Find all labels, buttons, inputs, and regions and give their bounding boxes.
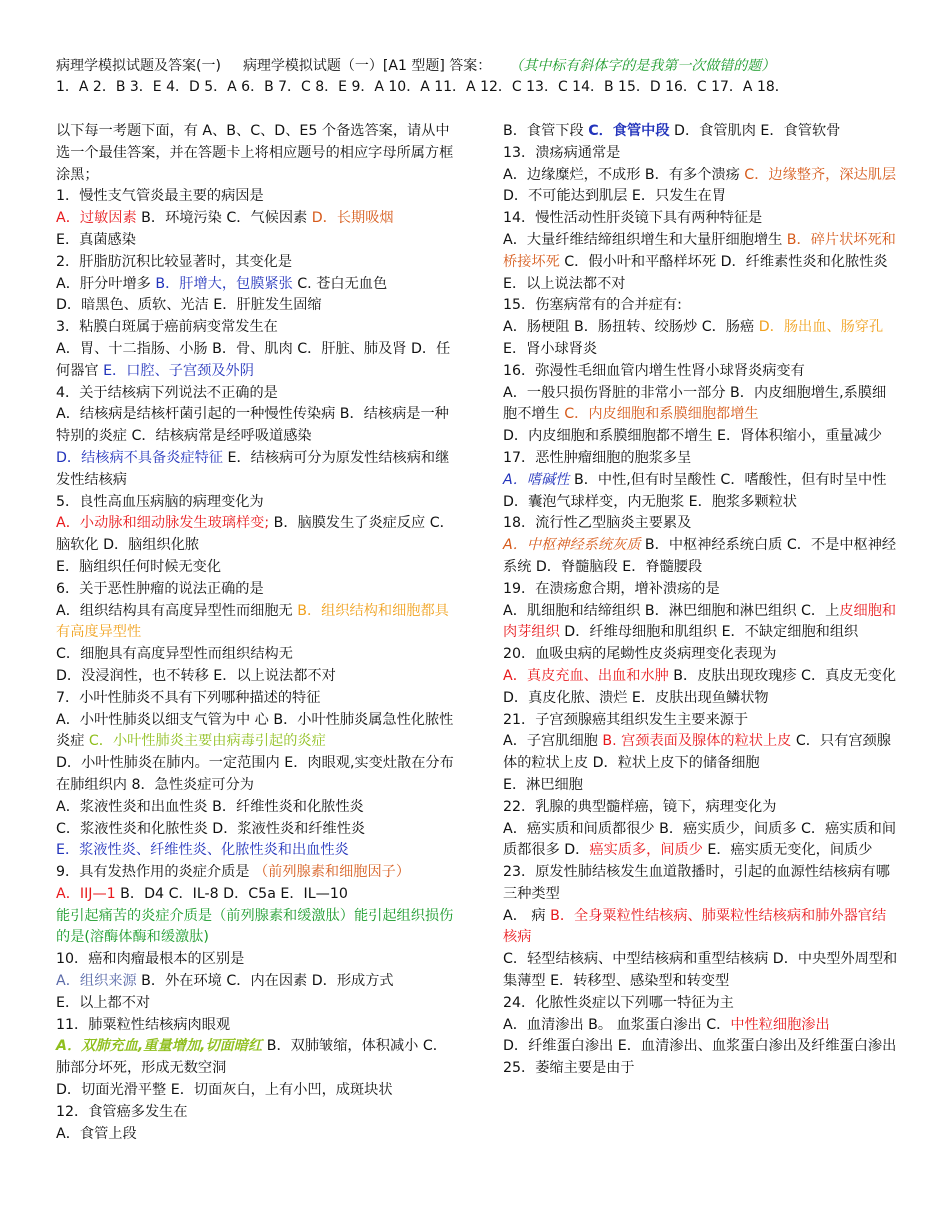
question-15: 15．伤塞病常有的合并症有: xyxy=(503,297,682,314)
question-10: 10．癌和肉瘤最根本的区别是 xyxy=(56,951,245,968)
header-note: （其中标有斜体字的是我第一次做错的题） xyxy=(509,58,776,74)
answer-highlight: A．双肺充血,重量增加,切面暗红 xyxy=(56,1038,263,1055)
answer-highlight: D．结核病不具备炎症特征 xyxy=(56,449,223,466)
option-text: A．肝分叶增多 xyxy=(56,275,156,292)
option-text: E．癌实质无变化，间质少 xyxy=(702,842,873,859)
option-text: C．浆液性炎和化脓性炎 D．浆液性炎和纤维性炎 xyxy=(56,820,366,837)
option-text: D．纤维蛋白渗出 E．血清渗出、血浆蛋白渗出及纤维蛋白渗出 xyxy=(503,1038,897,1055)
question-14-options xyxy=(503,230,899,295)
answer-highlight: B．肝增大，包膜紧张 xyxy=(155,275,293,292)
option-text: A．一般只损伤肾脏的非常小一部分 B．内皮细胞增生,系膜细胞不增生 xyxy=(503,384,887,423)
question-10-options xyxy=(56,971,454,993)
answers-title: 病理学模拟试题（一）[A1 型题] 答案： xyxy=(242,58,492,74)
option-text: D．内皮细胞和系膜细胞都不增生 E．肾体积缩小，重量减少 xyxy=(503,428,883,445)
question-21-options xyxy=(503,731,899,775)
question-11: 11．肺粟粒性结核病肉眼观 xyxy=(56,1016,231,1033)
question-14: 14．慢性活动性肝炎镜下具有两种特征是 xyxy=(503,210,763,227)
option-text: B．环境污染 C．气候因素 xyxy=(136,210,312,227)
answer-highlight: D．长期吸烟 xyxy=(311,210,394,227)
question-23-options xyxy=(503,906,899,950)
question-3-options xyxy=(56,339,454,383)
option-text: A．大量纤维结缔组织增生和大量肝细胞增生 xyxy=(503,231,787,248)
answer-note: （前列腺素和细胞因子） xyxy=(253,864,411,881)
answer-highlight: E．浆液性炎、纤维性炎、化脓性炎和出血性炎 xyxy=(56,842,349,859)
question-19: 19．在溃疡愈合期，增补溃疡的是 xyxy=(503,580,720,597)
question-5-options xyxy=(56,513,454,557)
question-7: 7．小叶性肺炎不具有下列哪种描述的特征 xyxy=(56,689,321,706)
question-11-options xyxy=(56,1036,454,1080)
question-25: 25．萎缩主要是由于 xyxy=(503,1060,635,1077)
option-text: C．假小叶和平酪样坏死 D．纤维素性炎和化脓性炎 E．以上说法都不对 xyxy=(503,253,888,292)
question-21: 21．子宫颈腺癌其组织发生主要来源于 xyxy=(503,711,749,728)
answer-highlight: D．肠出血、肠穿孔 xyxy=(758,319,884,336)
question-18-options xyxy=(503,535,899,579)
option-text: D．没浸润性，也不转移 E．以上说法都不对 xyxy=(56,667,336,684)
option-text: C．轻型结核病、中型结核病和重型结核病 D．中央型外周型和集薄型 E．转移型、感染型和转变型 xyxy=(503,951,898,990)
question-7-options xyxy=(56,710,454,754)
left-column xyxy=(56,121,454,1145)
option-text: E．以上都不对 xyxy=(56,994,151,1011)
option-text: B．皮肤出现玫瑰疹 C．真皮无变化 D．真皮化脓、溃烂 E．皮肤出现鱼鳞状物 xyxy=(503,667,897,706)
option-text: B．外在环境 C．内在因素 D．形成方式 xyxy=(136,973,394,990)
option-text: A．子宫肌细胞 xyxy=(503,733,603,750)
answer-highlight: C．边缘整齐，深达肌层 xyxy=(744,166,897,183)
question-5: 5．良性高血压病脑的病理变化为 xyxy=(56,493,264,510)
question-16: 16．弥漫性毛细血管内增生性肾小球肾炎病变有 xyxy=(503,362,805,379)
option-text: B．中性,但有时呈酸性 C．嗜酸性，但有时呈中性 D．囊泡气球样变，内无胞浆 E．胞浆多颗粒状 xyxy=(503,471,887,510)
question-24: 24．化脓性炎症以下列哪一特征为主 xyxy=(503,994,734,1011)
question-15-options xyxy=(503,317,899,361)
option-text: A．结核病是结核杆菌引起的一种慢性传染病 B．结核病是一种特别的炎症 C．结核病常是经呼吸道感染 xyxy=(56,406,449,445)
answer-highlight: C．小叶性肺炎主要由病毒引起的炎症 xyxy=(88,733,326,750)
question-13: 13．溃疡病通常是 xyxy=(503,144,621,161)
question-22-options xyxy=(503,819,899,863)
question-6: 6．关于恶性肿瘤的说法正确的是 xyxy=(56,580,264,597)
option-text: A．胃、十二指肠、小肠 B．骨、肌肉 C．肝脏、肺及肾 D．任何器官 xyxy=(56,340,451,379)
answer-highlight: B. 宫颈表面及腺体的粒状上皮 xyxy=(602,733,792,750)
question-17-options xyxy=(503,470,899,514)
question-19-options xyxy=(503,601,899,645)
answer-highlight: A．组织来源 xyxy=(56,973,137,990)
document-header xyxy=(56,56,916,98)
option-text: E．肾小球肾炎 xyxy=(503,340,598,357)
answer-highlight: 癌实质多，间质少 xyxy=(589,842,703,859)
option-text: E．结核病可分为原发性结核病和继发性结核病 xyxy=(56,449,450,488)
option-text: A．肠梗阻 B．肠扭转、绞肠炒 C．肠癌 xyxy=(503,319,759,336)
option-text: B．D4 C．IL-8 D．C5a E．IL—10 xyxy=(115,885,348,902)
answer-highlight: 中性粒细胞渗出 xyxy=(730,1016,830,1033)
header-title-line xyxy=(56,56,916,77)
option-text: A．肌细胞和结缔组织 B．淋巴细胞和淋巴组织 C．上 xyxy=(503,602,840,619)
question-16-options xyxy=(503,383,899,427)
option-text: A．食管上段 xyxy=(56,1125,137,1142)
answer-highlight: C．食管中段 xyxy=(588,123,670,139)
option-text: C. 苍白无血色 xyxy=(292,275,388,292)
option-text: E．淋巴细胞 xyxy=(503,776,583,793)
question-12-cont xyxy=(503,121,899,143)
option-text: D．切面光滑平整 E．切面灰白，上有小凹，成斑块状 xyxy=(56,1082,393,1099)
question-1-options xyxy=(56,208,454,230)
question-20-options xyxy=(503,666,899,710)
option-text: A．边缘糜烂，不成形 B．有多个溃疡 xyxy=(503,166,745,183)
question-3: 3．粘膜白斑属于癌前病变常发生在 xyxy=(56,319,278,336)
answer-highlight: A．中枢神经系统灰质 xyxy=(503,537,641,554)
option-text: A．浆液性炎和出血性炎 B．纤维性炎和化脓性炎 xyxy=(56,798,364,815)
question-18: 18．流行性乙型脑炎主要累及 xyxy=(503,515,692,532)
answer-highlight: B．碎片状坏死和桥接坏死 xyxy=(503,231,896,270)
option-text: A．小叶性肺炎以细支气管为中 心 B．小叶性肺炎属急性化脓性炎症 xyxy=(56,711,454,750)
option-text: D．不可能达到肌层 E．只发生在胃 xyxy=(503,188,727,205)
option-text: B．食管下段 xyxy=(503,123,589,139)
option-text: A．癌实质和间质都很少 B．癌实质少，间质多 C．癌实质和间质都很多 D． xyxy=(503,820,897,859)
option-text: B．脑膜发生了炎症反应 C．脑软化 D．脑组织化脓 xyxy=(56,515,454,554)
question-13-options xyxy=(503,165,899,209)
question-4-options xyxy=(56,448,454,492)
right-column xyxy=(503,121,899,1080)
answer-highlight: A．过敏因素 xyxy=(56,210,137,227)
answer-key: 1．A 2．B 3．E 4．D 5．A 6．B 7．C 8．E 9．A 10．A 11．A 12．C 13．C 14．B 15．D 16．C 17．A 18． xyxy=(56,79,789,95)
option-text: B．双肺皱缩，体积减小 C．肺部分坏死，形成无数空洞 xyxy=(56,1038,447,1077)
question-4: 4．关于结核病下列说法不正确的是 xyxy=(56,384,278,401)
question-9 xyxy=(56,862,454,884)
question-1: 1．慢性支气管炎最主要的病因是 xyxy=(56,188,264,205)
question-6-options xyxy=(56,601,454,645)
answer-highlight: A．嗜碱性 xyxy=(503,471,570,488)
study-note: 能引起痛苦的炎症介质是（前列腺素和缓激肽）能引起组织损伤的是(溶酶体酶和缓激肽) xyxy=(56,907,454,946)
option-text: D．暗黑色、质软、光洁 E．肝脏发生固缩 xyxy=(56,297,322,314)
option-text: A．血清渗出 B。 血浆蛋白渗出 C． xyxy=(503,1016,731,1033)
intro-text: 以下每一考题下面，有 A、B、C、D、E5 个备选答案，请从中选一个最佳答案，并在答题卡上将相应题号的相应字母所属方框涂黑； xyxy=(56,123,454,183)
question-2: 2．肝脂肪沉积比较显著时，其变化是 xyxy=(56,253,293,270)
answer-highlight: E．口腔、子宫颈及外阴 xyxy=(103,362,254,379)
option-text: B．中枢神经系统白质 C．不是中枢神经系统 D．脊髓脑段 E．脊髓腰段 xyxy=(503,537,897,575)
answer-highlight: A．真皮充血、出血和水肿 xyxy=(503,667,669,684)
option-text: E．真菌感染 xyxy=(56,231,136,248)
answer-highlight: B．全身粟粒性结核病、肺粟粒性结核病和肺外器官结核病 xyxy=(503,907,887,946)
question-12: 12．食管癌多发生在 xyxy=(56,1103,188,1120)
option-text: C．细胞具有高度异型性而组织结构无 xyxy=(56,646,293,663)
option-text: D．食管肌肉 E．食管软骨 xyxy=(669,123,841,139)
question-20: 20．血吸虫病的尾蚴性皮炎病理变化表现为 xyxy=(503,646,777,663)
answer-highlight: B．组织结构和细胞都具有高度异型性 xyxy=(56,602,449,641)
option-text: A．组织结构具有高度异型性而细胞无 xyxy=(56,602,298,619)
option-text: A． 病 xyxy=(503,907,551,924)
option-text: C．只有宫颈腺体的粒状上皮 D．粒状上皮下的储备细胞 xyxy=(503,733,891,772)
answer-highlight: C．内皮细胞和系膜细胞都增生 xyxy=(564,406,759,423)
question-text: 9．具有发热作用的炎症介质是 xyxy=(56,864,254,881)
answer-highlight: A．小动脉和细动脉发生玻璃样变; xyxy=(56,515,270,532)
option-text: D．纤维母细胞和肌组织 E．不缺定细胞和组织 xyxy=(559,624,859,641)
question-2-options xyxy=(56,274,454,296)
question-8: D．小叶性肺炎在肺内。一定范围内 E．肉眼观,实变灶散在分布在肺组织内 8．急性炎症可分为 xyxy=(56,755,454,793)
doc-title: 病理学模拟试题及答案(一) xyxy=(56,58,221,74)
question-23: 23．原发性肺结核发生血道散播时，引起的血源性结核病有哪三种类型 xyxy=(503,864,890,902)
question-24-options xyxy=(503,1015,899,1037)
option-text: E．脑组织任何时候无变化 xyxy=(56,558,222,575)
answer-highlight: 皮细胞和肉芽组织 xyxy=(503,602,897,641)
question-9-options xyxy=(56,884,454,906)
question-17: 17．恶性肿瘤细胞的胞浆多呈 xyxy=(503,449,692,466)
answer-highlight: A．IIJ—1 xyxy=(56,885,116,902)
question-22: 22．乳腺的典型髓样癌，镜下，病理变化为 xyxy=(503,798,777,815)
